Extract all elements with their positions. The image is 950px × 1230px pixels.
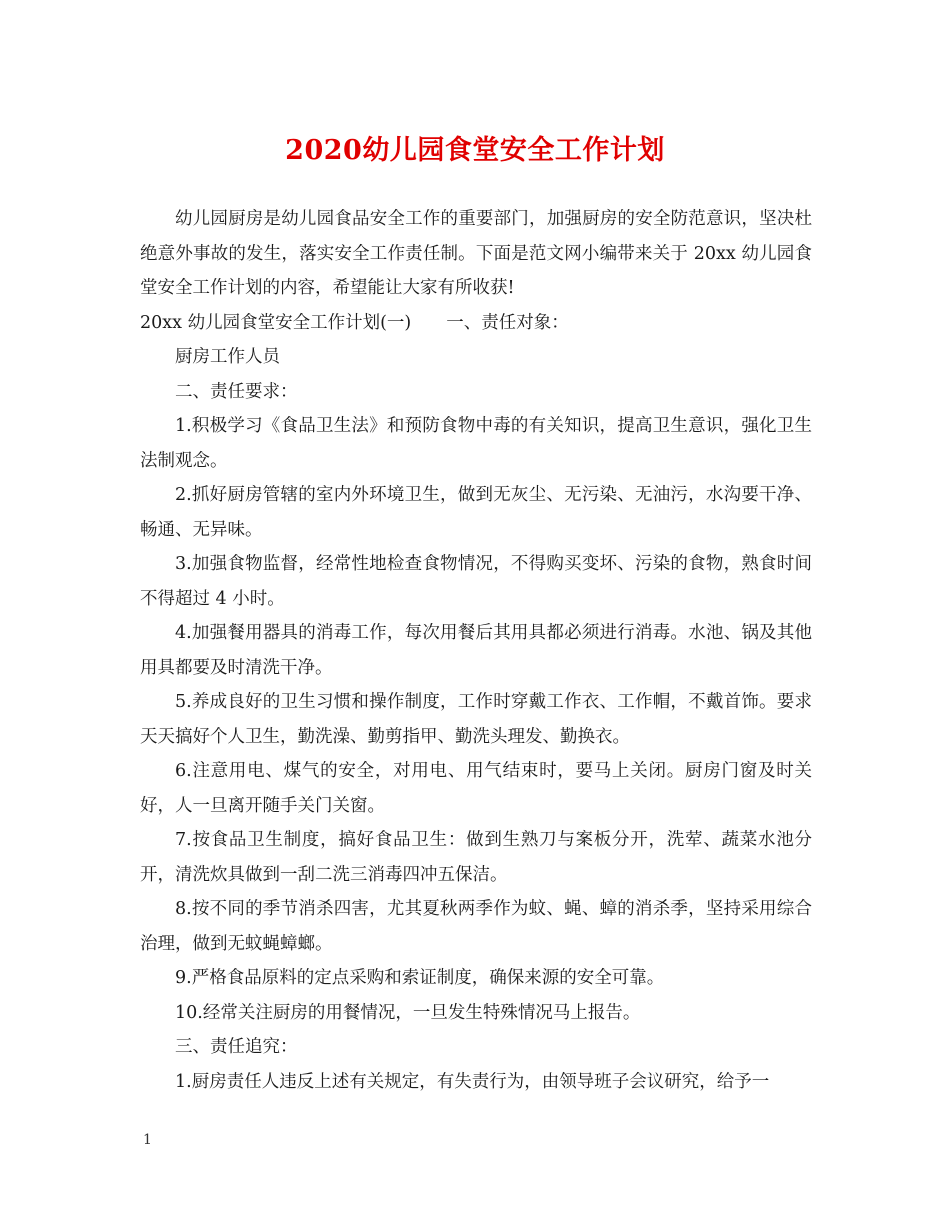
- document-body: [140, 202, 812, 1099]
- accountability-heading: 三、责任追究：: [175, 1037, 298, 1057]
- page-number: 1: [143, 1132, 152, 1148]
- requirement-item-4: 4.加强餐用器具的消毒工作，每次用餐后其用具都必须进行消毒。水池、锅及其他用具都要及时清洗干净。: [140, 623, 812, 678]
- requirement-item-2: 2.抓好厨房管辖的室内外环境卫生，做到无灰尘、无污染、无油污，水沟要干净、畅通、无异味。: [140, 485, 812, 540]
- section-heading-line: 20xx 幼儿园食堂安全工作计划(一) 一、责任对象：: [140, 312, 569, 333]
- document-title: 2020幼儿园食堂安全工作计划: [285, 135, 665, 166]
- requirement-item-3: 3.加强食物监督，经常性地检查食物情况，不得购买变坏、污染的食物，熟食时间不得超过 4 小时。: [140, 554, 812, 609]
- requirement-item-6: 6.注意用电、煤气的安全，对用电、用气结束时，要马上关闭。厨房门窗及时关好，人一旦离开随手关门关窗。: [140, 761, 812, 816]
- responsibility-object: 厨房工作人员: [175, 347, 280, 367]
- intro-paragraph: 幼儿园厨房是幼儿园食品安全工作的重要部门，加强厨房的安全防范意识，坚决杜绝意外事故的发生，落实安全工作责任制。下面是范文网小编带来关于 20xx 幼儿园食堂安全工作计划的内容，希望能让大家有所收获!: [140, 209, 812, 298]
- requirement-item-5: 5.养成良好的卫生习惯和操作制度，工作时穿戴工作衣、工作帽，不戴首饰。要求天天搞好个人卫生，勤洗澡、勤剪指甲、勤洗头理发、勤换衣。: [140, 692, 812, 747]
- requirements-heading: 二、责任要求：: [175, 381, 298, 402]
- requirement-item-7: 7.按食品卫生制度，搞好食品卫生：做到生熟刀与案板分开，洗荤、蔬菜水池分开，清洗炊具做到一刮二洗三消毒四冲五保洁。: [140, 830, 812, 885]
- accountability-item-1: 1.厨房责任人违反上述有关规定，有失责行为，由领导班子会议研究，给予一: [175, 1071, 770, 1092]
- requirement-item-8: 8.按不同的季节消杀四害，尤其夏秋两季作为蚊、蝇、蟑的消杀季，坚持采用综合治理，做到无蚊蝇蟑螂。: [140, 899, 812, 954]
- requirement-item-10: 10.经常关注厨房的用餐情况，一旦发生特殊情况马上报告。: [175, 1002, 641, 1023]
- requirement-item-1: 1.积极学习《食品卫生法》和预防食物中毒的有关知识，提高卫生意识，强化卫生法制观念。: [140, 416, 812, 471]
- requirement-item-9: 9.严格食品原料的定点采购和索证制度，确保来源的安全可靠。: [175, 968, 665, 988]
